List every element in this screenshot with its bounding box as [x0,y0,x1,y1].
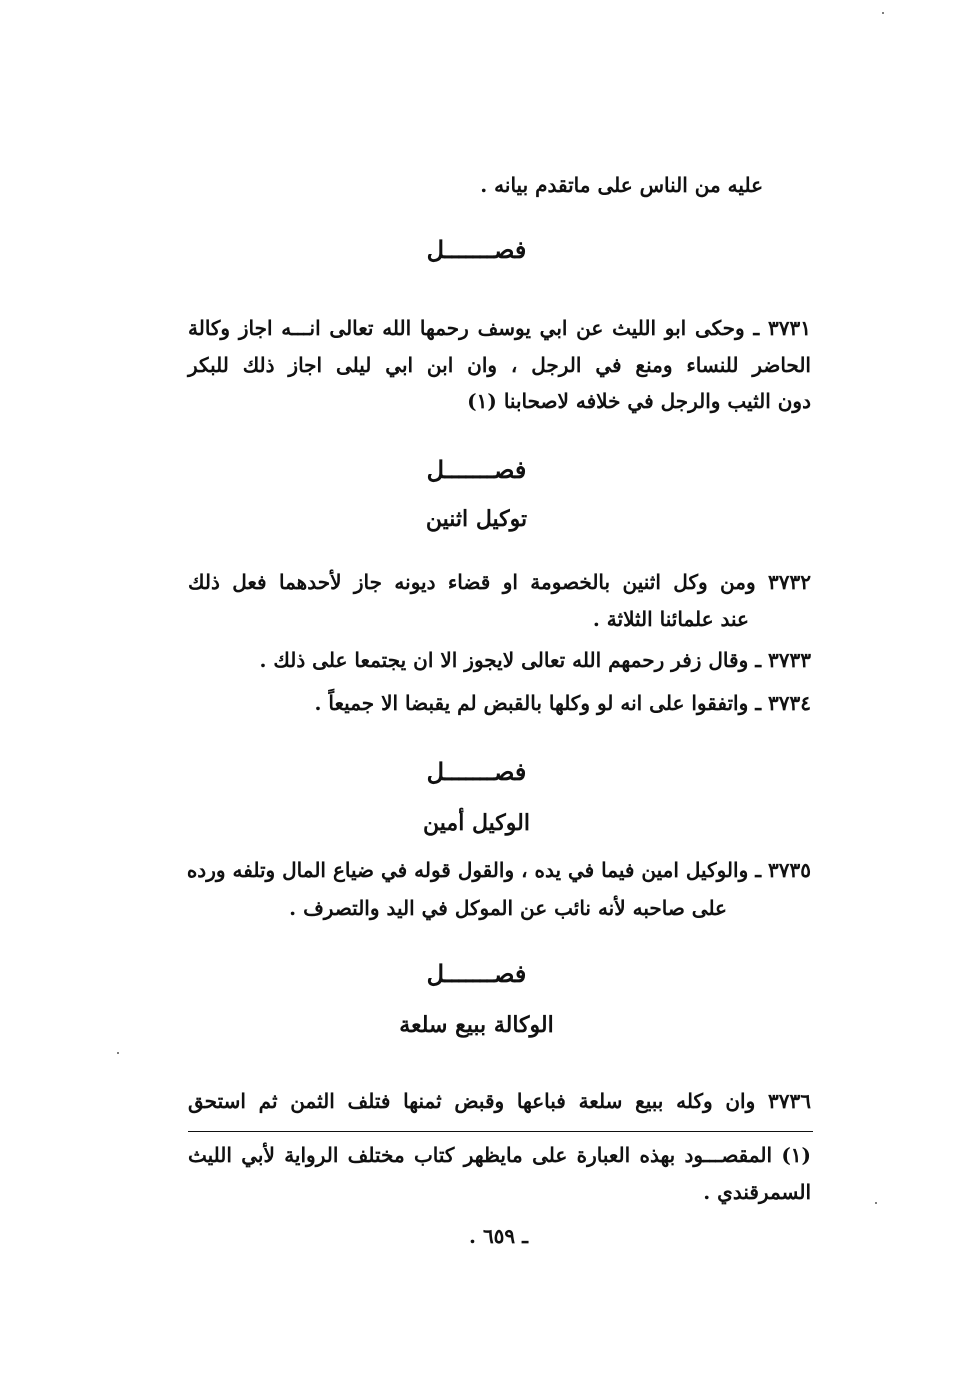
paragraph-line: الحاضر للنساء ومنع في الرجل ، وان ابن ابي ليلى اجاز ذلك للبكر [188,353,811,377]
footnote-line: (١) المقصـــود بهذه العبارة على مايظهر كتاب مختلف الرواية لأبي الليث [188,1143,811,1167]
paragraph-line: دون الثيب والرجل في خلافه لاصحابنا (١) [467,389,811,413]
scan-speck [117,1052,119,1054]
footnote-divider [188,1131,813,1132]
paragraph-line: على صاحبه لأنه نائب عن الموكل في اليد والتصرف . [289,896,727,920]
section-heading-2: فصـــــــل [426,455,527,484]
paragraph-3735 [188,860,811,918]
intro-line: عليه من الناس على ماتقدم بيانه . [480,173,763,197]
footnote-line: السمرقندي . [703,1180,811,1204]
paragraph-line: ٣٧٣٦ وان وكله ببيع سلعة فباعها وقبض ثمنها فتلف الثمن ثم استحق [188,1089,811,1113]
section-subheading-3: الوكيل أمين [423,810,530,836]
paragraph-3736 [188,1091,811,1111]
paragraph-3734: ٣٧٣٤ ـ واتفقوا على انه لو وكلها بالقبض لم يقبضا الا جميعاً . [314,691,811,715]
scan-speck [875,1202,877,1204]
paragraph-line: ٣٧٣٥ ـ والوكيل امين فيما في يده ، والقول قوله في ضياع المال وتلفه ورده [186,858,811,882]
paragraph-3733: ٣٧٣٣ ـ وقال زفر رحمهم الله تعالى لايجوز الا ان يجتمعا على ذلك . [259,648,811,672]
section-subheading-2: توكيل اثنين [425,506,528,532]
paragraph-3732 [188,572,811,629]
section-heading-4: فصـــــــل [426,959,527,988]
page-number: ـ ٦٥٩ . [469,1224,528,1248]
paragraph-line: ٣٧٣٢ ومن وكل اثنين بالخصومة او قضاء ديونه جاز لأحدهما فعل ذلك [188,570,811,594]
section-heading-1: فصـــــــل [426,235,527,264]
paragraph-line: عند علمائنا الثلاثة . [592,607,749,631]
paragraph-3731 [188,318,811,411]
section-heading-3: فصـــــــل [426,757,527,786]
section-subheading-4: الوكالة ببيع سلعة [399,1012,554,1038]
scan-speck [882,12,884,14]
footnote [188,1145,811,1202]
paragraph-line: ٣٧٣١ ـ وحكى ابو الليث عن ابي يوسف رحمها الله تعالى انـــه اجاز وكالة [188,316,811,340]
